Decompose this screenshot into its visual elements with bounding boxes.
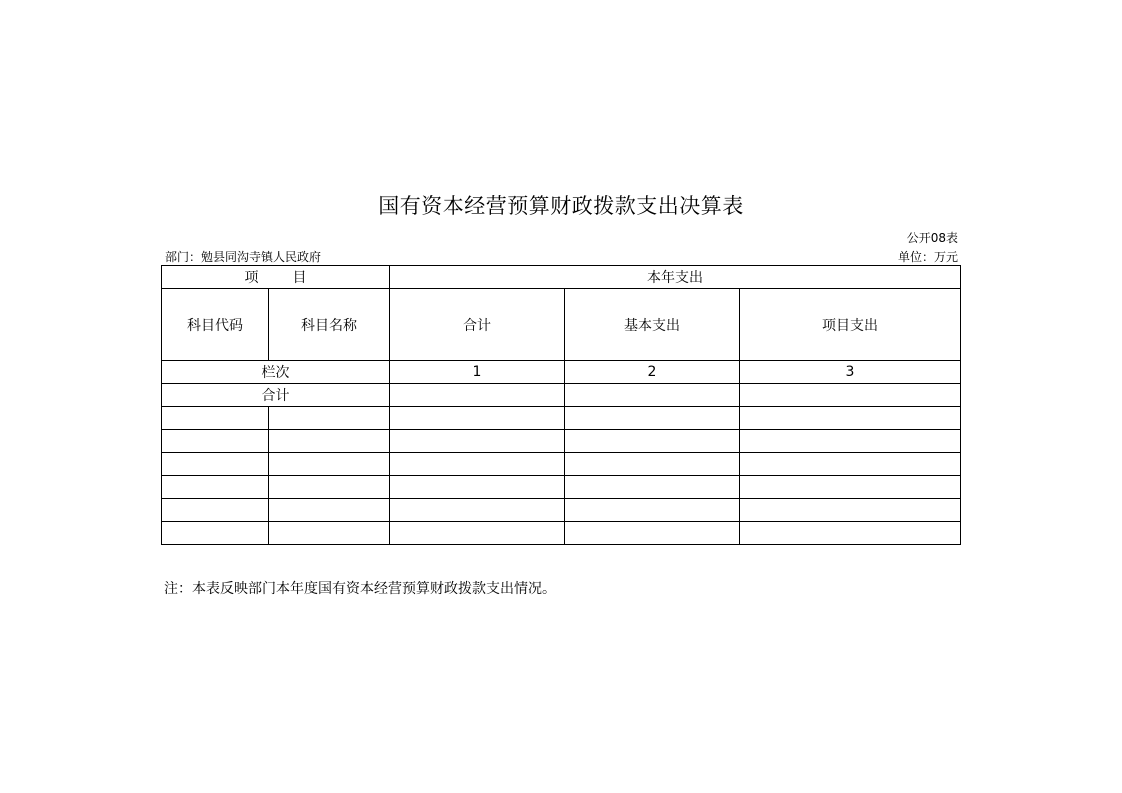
row-project [740,453,961,476]
table-row [162,453,961,476]
total-row [162,384,961,407]
table-row [162,476,961,499]
total-row-label: 合计 [162,384,390,407]
row-project [740,522,961,545]
header-item-part2: 目 [292,270,307,286]
row-code [162,522,269,545]
row-total [390,430,565,453]
header-total: 合计 [390,289,565,361]
row-name [269,476,390,499]
table-row [162,407,961,430]
row-total [390,407,565,430]
row-project [740,430,961,453]
column-index-2: 2 [565,361,740,384]
form-code: 公开08表 [906,231,958,245]
row-code [162,499,269,522]
column-index-row [162,361,961,384]
header-subject-name: 科目名称 [269,289,390,361]
row-total [390,499,565,522]
row-basic [565,407,740,430]
table-row [162,430,961,453]
table-row [162,499,961,522]
row-name [269,453,390,476]
row-basic [565,522,740,545]
table-row [162,522,961,545]
header-item-part1: 项 [244,270,259,286]
row-code [162,476,269,499]
row-name [269,522,390,545]
row-code [162,407,269,430]
row-basic [565,476,740,499]
row-project [740,499,961,522]
row-total [390,522,565,545]
row-name [269,407,390,430]
total-row-basic [565,384,740,407]
expense-table [161,265,961,545]
header-subject-code: 科目代码 [162,289,269,361]
unit-label: 单位：万元 [897,250,958,264]
row-basic [565,499,740,522]
row-basic [565,453,740,476]
column-index-label: 栏次 [162,361,390,384]
row-project [740,476,961,499]
header-row-1 [162,266,961,289]
column-index-1: 1 [390,361,565,384]
total-row-project [740,384,961,407]
header-current-year-expense: 本年支出 [390,266,961,289]
row-total [390,453,565,476]
row-basic [565,430,740,453]
row-total [390,476,565,499]
page-title: 国有资本经营预算财政拨款支出决算表 [378,194,744,218]
column-index-3: 3 [740,361,961,384]
row-code [162,430,269,453]
header-project-expense: 项目支出 [740,289,961,361]
total-row-total [390,384,565,407]
footnote: 注：本表反映部门本年度国有资本经营预算财政拨款支出情况。 [164,581,556,597]
header-basic-expense: 基本支出 [565,289,740,361]
header-item-cell [162,266,390,289]
row-code [162,453,269,476]
row-project [740,407,961,430]
header-row-2 [162,289,961,361]
row-name [269,499,390,522]
department-label: 部门：勉县同沟寺镇人民政府 [165,250,322,264]
row-name [269,430,390,453]
